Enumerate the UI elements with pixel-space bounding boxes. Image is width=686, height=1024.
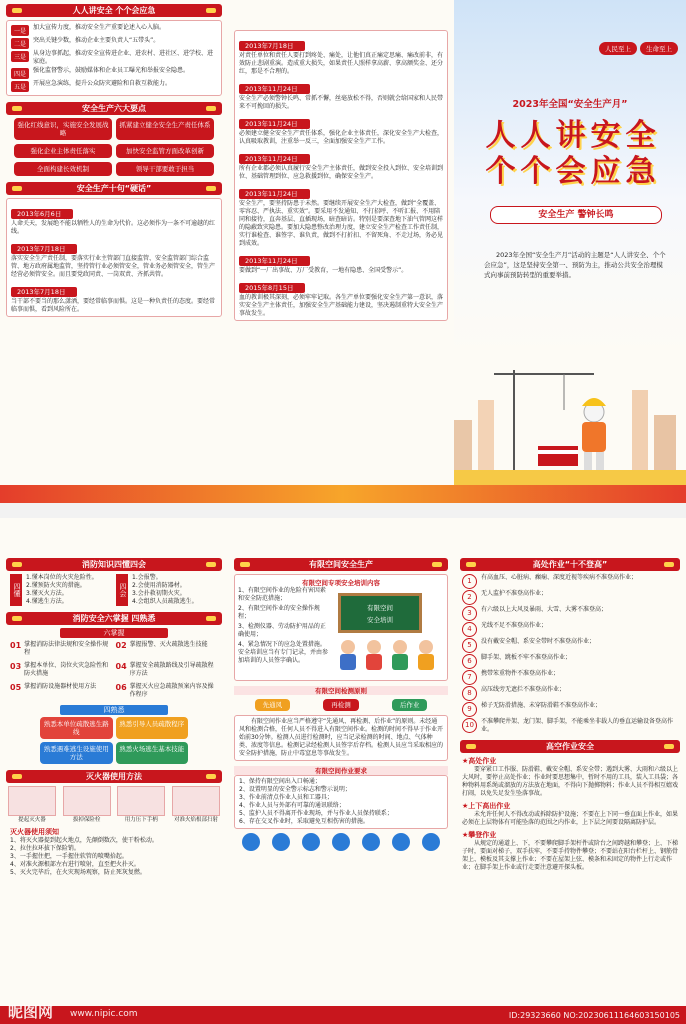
dong-item: 1.懂本岗位的火灾危险性。 [26, 574, 98, 581]
ppe-icon [332, 833, 350, 851]
date-tag: 2015年8月15日 [239, 283, 305, 293]
no-climb-item [462, 654, 678, 669]
list-item [11, 67, 217, 79]
key-point: 强化企业主体责任落实 [14, 144, 112, 158]
item-number: 5 [462, 638, 477, 653]
item-number: 6 [462, 654, 477, 669]
note-item: 5、灭火完毕后，在火灾现场观察，防止死灰复燃。 [10, 869, 146, 876]
dated-entry [11, 201, 217, 236]
no-climb-item [462, 622, 678, 637]
training-item: 4、紧急情况下的应急处置措施。安全培训应当有专门记录，并由参加培训的人员签字确认。 [238, 641, 329, 664]
hui-list [132, 574, 218, 606]
six-text: 掌握报警、灭火疏散逃生技能 [129, 641, 208, 648]
requirement-item: 1、保持有限空间出入口畅通； [239, 778, 321, 785]
no-climb-item [462, 574, 678, 589]
quote-text: 必须建立健全安全生产责任体系，强化企业主体责任，深化安全生产大检查，认真吸取教训，注重举一反三，全面加强安全生产工作。 [239, 130, 444, 145]
item-number: 4 [462, 622, 477, 637]
dong-item: 4.懂逃生方法。 [26, 598, 68, 605]
section-title: 有限空间安全生产 [234, 558, 448, 571]
date-tag: 2013年7月18日 [11, 287, 77, 297]
requirement-item: 4、作业人员与外部有可靠的通讯联络； [239, 802, 345, 809]
extinguisher-step [8, 786, 56, 824]
key-point: 领导干部要敢于担当 [116, 162, 214, 176]
item-tag: 一是 [11, 25, 29, 36]
section-title: 安全生产十句“硬话” [6, 182, 222, 195]
six-text: 掌握消防设施器材使用方法 [24, 683, 97, 690]
date-tag: 2013年11月24日 [239, 256, 310, 266]
sub-text: 未允许任何人不得改动或拆除防护设施；不要在上下同一垂直面上作业，如果必须在上层物体有可能坠落的范围之内作业，上下层之间要设隔离防护层。 [462, 811, 679, 826]
cover-title-line2: 个个会应急 [485, 154, 661, 189]
six-number: 03 [10, 662, 22, 671]
extinguisher-icon [172, 786, 220, 816]
section-title: 高空作业安全 [460, 740, 680, 753]
note-item: 2、拉住拉环拔下保险销。 [10, 845, 80, 852]
list-item [11, 50, 217, 66]
six-text: 掌握消防法律法规和安全操作规程 [24, 641, 109, 656]
measures-list [6, 20, 222, 96]
extinguisher-icon [117, 786, 165, 816]
cover-title-line1: 人人讲安全 [485, 118, 661, 153]
four-item: 熟悉本单位疏散逃生路线 [40, 717, 113, 739]
quote-text: 要做到“一厂出事故、万厂受教育，一地有隐患、全国受警示”。 [239, 267, 408, 274]
high-altitude-sections [462, 756, 678, 872]
ppe-icon [272, 833, 290, 851]
item-text: 加大宣传力度，推动安全生产重要论述入心入脑。 [33, 24, 166, 31]
item-tag: 四是 [11, 68, 29, 79]
ppe-icon [392, 833, 410, 851]
ppe-icon [302, 833, 320, 851]
dong-label: 四懂 [10, 574, 22, 606]
no-climb-item [462, 670, 678, 685]
quote-text: 安全生产，要坚持防患于未然。要继续开展安全生产大检查，做到“全覆盖、零容忍、严执法、重实效”。要采用不发通知、不打招呼、不听汇报、不用陪同和接待，直奔基层、直插现场，暗查暗访。特别是要深查地下油气管网这样的隐蔽致灾隐患。要加大隐患整改治理力度，建立安全生产检查工作责任制，实行谁检查、谁签字、谁负责，做到不打折扣、不留死角、不走过场，务必见到成效。 [239, 200, 444, 247]
four-item: 熟悉遇难逃生设施使用方法 [40, 742, 113, 764]
quote-text: 当干部不要当的那么潇洒，要经常临事而惧。这是一种负责任的态度。要经常临事而惧，看到风险所在。 [11, 298, 216, 313]
item-text: 不准攀爬井架、龙门架、脚手架，不能乘坐非载人的垂直运输设备登高作业。 [481, 718, 674, 733]
list-item [11, 37, 217, 49]
item-text: 强化监督警示，鼓励媒体和企业员工曝光和举报安全隐患。 [33, 67, 190, 74]
item-text: 从身边事抓起，推动安全宣传进企业、进农村、进社区、进学校、进家庭。 [33, 50, 214, 65]
panel-6 [454, 554, 686, 1024]
quote-text: 安全生产必须警钟长鸣、常抓不懈，丝毫放松不得，否则就会给国家和人民带来不可挽回的损失。 [239, 95, 444, 110]
panel-1 [0, 0, 228, 503]
hui-item: 1.会报警。 [132, 574, 162, 581]
six-number: 01 [10, 641, 22, 650]
no-climb-item [462, 718, 678, 734]
ppe-icon [362, 833, 380, 851]
training-illustration [334, 587, 444, 677]
principle-tag: 后作业 [392, 699, 428, 711]
four-know-four-can [10, 574, 218, 606]
key-point: 加快安全监管方面改革创新 [116, 144, 214, 158]
item-number: 10 [462, 718, 477, 733]
extinguisher-icon [63, 786, 111, 816]
hui-item: 3.会扑救初期火灾。 [132, 590, 186, 597]
panel-5 [228, 554, 454, 1024]
item-number: 1 [462, 574, 477, 589]
date-tag: 2013年11月24日 [239, 119, 310, 129]
panel-4 [0, 554, 228, 1024]
training-item: 2、有限空间作业的安全操作规程； [238, 605, 320, 620]
item-tag: 二是 [11, 38, 29, 49]
date-tag: 2013年7月18日 [239, 41, 305, 51]
item-text: 突出关键少数，推动企业主要负责人“五带头”。 [33, 37, 160, 44]
key-points-grid [14, 118, 214, 176]
six-item [116, 662, 219, 678]
detection-title: 有限空间检测原则 [234, 686, 448, 695]
six-text: 掌握本单位、岗位火灾急险性和防火措施 [24, 662, 109, 677]
six-title: 六掌握 [60, 628, 168, 638]
six-text: 掌握灭火应急疏散预案内容及操作程序 [129, 683, 214, 698]
date-tag: 2013年11月24日 [239, 154, 310, 164]
dated-entry [239, 275, 443, 318]
step-label: 对准火焰根部扫射 [173, 817, 218, 823]
requirement-item: 3、作业前清点作业人员和工器具； [239, 794, 333, 801]
note-item: 4、对准火源根部左右进行喷射，直至把火扑灭。 [10, 861, 140, 868]
dated-entry [11, 279, 217, 314]
note-item: 3、一手握住把，一手握住软管的喷嘴拾起。 [10, 853, 128, 860]
cover-title [476, 118, 670, 190]
ppe-icon [422, 833, 440, 851]
item-text: 无人监护不准登高作业； [481, 590, 548, 597]
worker-illustration [454, 360, 686, 500]
watermark-id: ID:29323660 NO:20230611164603150105 [508, 1011, 680, 1020]
item-tag: 三是 [11, 51, 29, 62]
item-number: 3 [462, 606, 477, 621]
quotes-list [234, 30, 448, 321]
step-label: 拔掉保险栓 [72, 817, 101, 823]
six-item [10, 662, 113, 678]
item-number: 7 [462, 670, 477, 685]
key-point: 抓紧建立健全安全生产责任体系 [116, 118, 214, 140]
students-illustration [334, 637, 444, 677]
slogan-badges [599, 42, 678, 55]
quotes-list [6, 198, 222, 317]
quote-text: 所有企业都必须认真履行安全生产主体责任，做到安全投入到位、安全培训到位、基础管理到位、应急救援到位，确保安全生产。 [239, 165, 444, 180]
section-title: 安全生产六大要点 [6, 102, 222, 115]
four-item: 熟悉引导人员疏散程序 [116, 717, 189, 739]
extinguisher-icon [8, 786, 56, 816]
training-title: 有限空间专项安全培训内容 [302, 579, 380, 587]
dated-entry [239, 111, 443, 146]
training-item: 3、检测仪器、劳动防护用品的正确使用； [238, 623, 326, 638]
requirement-item: 6、存在交叉作业时，采取避免互相伤害的措施。 [239, 818, 369, 825]
step-label: 用力压下手柄 [124, 817, 158, 823]
ten-no-climb-list [462, 574, 678, 734]
footer-wave [0, 485, 686, 503]
slogan-left: 人民至上 [599, 42, 637, 55]
dated-entry [239, 248, 443, 275]
six-number: 04 [115, 662, 127, 671]
four-title: 四熟悉 [60, 705, 168, 715]
requirement-item: 5、监护人员不得离开作业现场，并与作业人员保持联系； [239, 810, 393, 817]
six-item [116, 641, 219, 657]
extinguisher-step [172, 786, 220, 824]
cover-panel [454, 0, 686, 503]
date-tag: 2013年6月6日 [11, 209, 73, 219]
item-text: 光线不足不准登高作业； [481, 622, 548, 629]
item-text: 高压线旁无遮拦不准登高作业； [481, 686, 566, 693]
back-sheet [0, 518, 686, 1024]
watermark-site: www.nipic.com [70, 1009, 138, 1019]
date-tag: 2013年11月24日 [239, 84, 310, 94]
chalkboard [338, 593, 422, 633]
principle-tags [238, 699, 444, 711]
list-item [11, 24, 217, 36]
key-point: 强化红线意识，实施安全发展战略 [14, 118, 112, 140]
extinguisher-step [63, 786, 111, 824]
key-point: 全面构建长效机制 [14, 162, 112, 176]
four-familiar-grid [40, 717, 188, 764]
item-text: 携带笨重物件不准登高作业； [481, 670, 560, 677]
training-item: 1、有限空间作业的危险有害因素和安全防范措施； [238, 587, 326, 602]
item-number: 8 [462, 686, 477, 701]
sub-text: 要穿紧口工作服、防滑鞋、戴安全帽、系安全带；遇到大雾、大雨和六级以上大风时，要停止高处作业；作业时要思想集中，暂时不用的工具，装入工具袋；各种物料用系绳或溜放的方法放在地面，不得向下抛掷物料；作业人员不得相互嬉戏打闹，以免失足发生坠落事故。 [462, 766, 679, 797]
section-title: 人人讲安全 个个会应急 [6, 4, 222, 17]
quote-text: 对责任单位和责任人要打到疼处、痛处，让他们真正痛定思痛、痛改前非，有效防止悲剧重演。造成重大损失，如果责任人照样拿高薪、拿高额奖金、还分红，那是不合理的。 [239, 52, 444, 75]
sub-title: ★上下高出作业 [462, 802, 511, 810]
six-item [10, 641, 113, 657]
date-tag: 2013年7月18日 [11, 244, 77, 254]
extinguisher-step [117, 786, 165, 824]
six-text: 掌握安全疏散路线及引导疏散程序方法 [129, 662, 214, 677]
four-item: 熟悉火场逃生基本技能 [116, 742, 189, 764]
no-climb-item [462, 702, 678, 717]
list-item [11, 80, 217, 92]
six-number: 06 [115, 683, 127, 692]
item-number: 9 [462, 702, 477, 717]
panel-2 [228, 0, 454, 503]
six-item [10, 683, 113, 699]
ppe-icon [242, 833, 260, 851]
training-box [234, 574, 448, 681]
principle-tag: 先通风 [255, 699, 291, 711]
extinguisher-notes [10, 837, 218, 877]
item-number: 2 [462, 590, 477, 605]
dated-entry [239, 33, 443, 76]
item-text: 有六级以上大风及暴雨、大雪、大雾不准登高； [481, 606, 608, 613]
quote-text: 落实安全生产责任制，要落实行业主管部门直接监管、安全监管部门综合监管、地方政府属地监管，坚持管行业必须管安全，管业务必须管安全，管生产经营必须管安全。而且要党政同责、一岗双责、齐抓共管。 [11, 255, 216, 278]
section-title: 高处作业“十不登高” [460, 558, 680, 571]
requirements-title: 有限空间作业要求 [234, 766, 448, 775]
dated-entry [239, 181, 443, 248]
item-text: 没有戴安全帽、系安全带时不准登高作业； [481, 638, 596, 645]
quote-text: 血的教训极其深刻，必须牢牢记取。各生产单位要强化安全生产第一意识，落实安全生产主体责任，加强安全生产基础能力建设，坚决遏制重特大安全生产事故发生。 [239, 294, 444, 317]
watermark-logo: 昵图网 [8, 1003, 54, 1021]
dated-entry [239, 146, 443, 181]
six-item [116, 683, 219, 699]
hui-item: 4.会组织人员疏散逃生。 [132, 598, 198, 605]
hui-label: 四会 [116, 574, 128, 606]
sub-title: ★高处作业 [462, 757, 497, 765]
front-sheet [0, 0, 686, 503]
board-line1: 有限空间 [367, 604, 393, 612]
item-text: 梯子无防滑措施、未穿防滑鞋不准登高作业； [481, 702, 602, 709]
dong-item: 2.懂预防火灾的措施。 [26, 582, 86, 589]
cover-subtitle: 2023年全国“安全生产月” [512, 99, 628, 110]
requirement-item: 2、设置明显的安全警示标志和警示说明； [239, 786, 351, 793]
hui-item: 2.会使用消防器材。 [132, 582, 186, 589]
item-text: 脚手架、跳板不牢不准登高作业； [481, 654, 572, 661]
ppe-icons [236, 833, 446, 851]
no-climb-item [462, 638, 678, 653]
no-climb-item [462, 606, 678, 621]
no-climb-item [462, 686, 678, 701]
step-label: 提起灭火器 [18, 817, 46, 823]
dated-entry [11, 236, 217, 279]
date-tag: 2013年11月24日 [239, 189, 310, 199]
training-list [238, 587, 330, 677]
six-number: 02 [115, 641, 127, 650]
item-text: 开展应急演练，提升公众防灾避险和自救互救能力。 [33, 80, 172, 87]
section-title: 消防知识四懂四会 [6, 558, 222, 571]
item-text: 有高血压、心脏病、癫痫、深度近视等疾病不准登高作业； [481, 574, 638, 581]
sub-title: ★攀登作业 [462, 831, 497, 839]
six-number: 05 [10, 683, 22, 692]
slogan-right: 生命至上 [640, 42, 678, 55]
board-line2: 安全培训 [367, 616, 393, 624]
dated-entry [239, 76, 443, 111]
dong-item: 3.懂灭火方法。 [26, 590, 68, 597]
requirements-list [234, 775, 448, 829]
notes-title: 灭火器使用须知 [10, 828, 59, 836]
dong-list [26, 574, 112, 606]
item-tag: 五是 [11, 81, 29, 92]
note-item: 1、将灭火器提到起火地点，先颠倒数次，使干粉松动。 [10, 837, 158, 844]
extinguisher-steps [8, 786, 220, 824]
section-title: 消防安全六掌握 四熟悉 [6, 612, 222, 625]
section-title: 灭火器使用方法 [6, 770, 222, 783]
cover-tagline: 安全生产 警钟长鸣 [490, 206, 662, 224]
six-master-grid [10, 640, 218, 700]
cover-intro: 2023年全国“安全生产月”活动的主题是“人人讲安全、个个会应急”，这是坚持安全第一、预防为主，推动公共安全治理模式向事前预防转型的重要举措。 [484, 251, 666, 279]
quote-text: 人命关天，发展绝不能以牺牲人的生命为代价。这必须作为一条不可逾越的红线。 [11, 220, 216, 235]
sub-text: 从规定的通道上、下，不要攀爬脚手架杆件或阶台之间跨越和攀登；上、下梯子时，要面对梯子，双手扶牢，不要手持物件攀登；不要站在阳台栏杆上、钢筋骨架上、模板及其支撑上作业；不要在屋架上弦、模条和未固定的物件上行走或作业；在脚手架上作业或行走要注意避开探头板。 [462, 840, 679, 871]
no-climb-item [462, 590, 678, 605]
principle-tag: 再检测 [323, 699, 359, 711]
detection-text: 有限空间作业应当严格遵守“先通风、再检测、后作业”的原则。未经通风和检测合格，任何人员不得进入有限空间作业。检测的时间不得早于作业开始前30分钟。检测人员进行检测时，应当记录检测的时间、地点、气体种类、浓度等信息。检测记录经检测人员签字后存档。检测人员应当采取相应的安全防护措施，防止中毒窒息等事故发生。 [234, 715, 448, 761]
